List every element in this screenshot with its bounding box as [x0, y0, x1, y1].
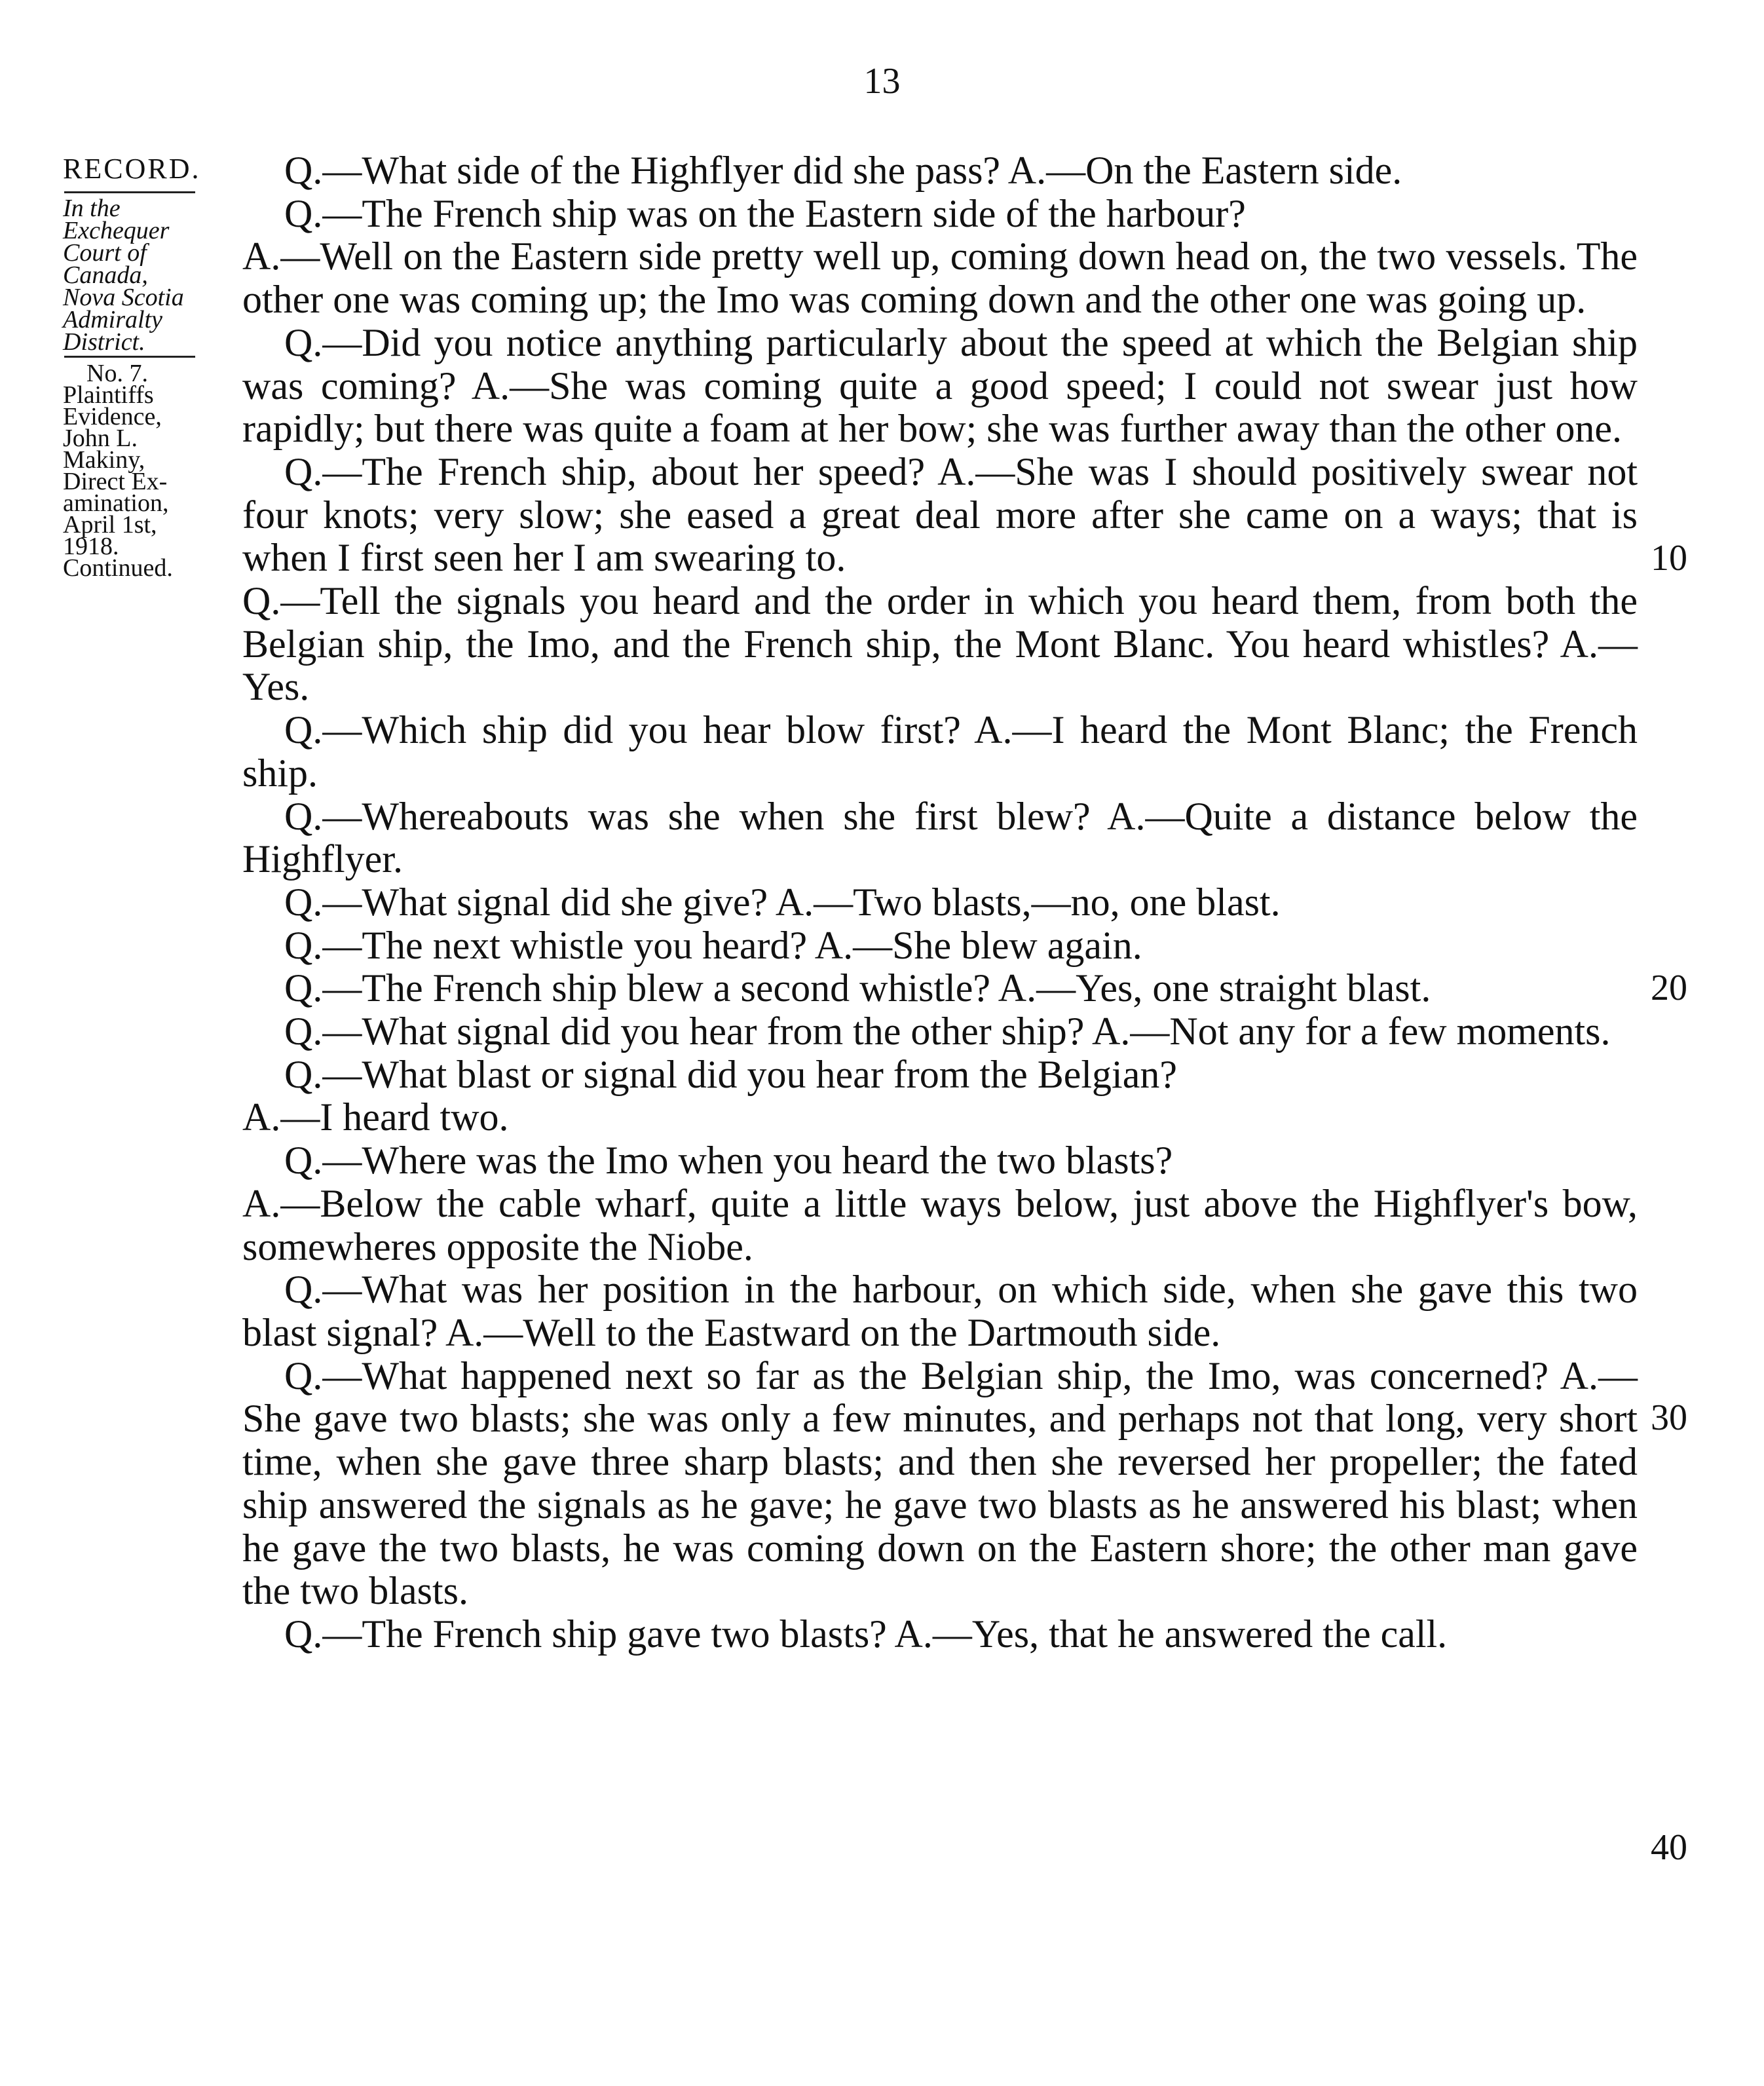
- paragraph: A.—Well on the Eastern side pretty well up, coming down head on, the two vessels. The other one was coming up; the Imo was coming down and the other one was going up.: [242, 235, 1638, 322]
- paragraph: A.—I heard two.: [242, 1095, 509, 1139]
- paragraph: Q.—Where was the Imo when you heard the two blasts?: [284, 1139, 1173, 1183]
- paragraph: Q.—The French ship gave two blasts? A.—Yes, that he answered the call.: [284, 1612, 1448, 1656]
- line-number: 30: [1651, 1397, 1687, 1438]
- evidence-line: amination,: [63, 489, 169, 517]
- paragraph: A.—Below the cable wharf, quite a little ways below, just above the Highflyer's bow, somewheres opposite the Niobe.: [242, 1181, 1638, 1268]
- divider: [64, 356, 195, 358]
- evidence-line: April 1st,: [63, 511, 157, 539]
- margin-note: [63, 149, 240, 582]
- divider: [64, 191, 195, 193]
- evidence-line: Makiny,: [63, 446, 145, 474]
- paragraph: Q.—Tell the signals you heard and the order in which you heard them, from both the Belgian ship, the Imo, and the French ship, the Mont Blanc. You heard whistles? A.—Yes.: [242, 579, 1638, 709]
- evidence-line: Evidence,: [63, 403, 162, 430]
- paragraph: Q.—What blast or signal did you hear from the Belgian?: [284, 1052, 1177, 1096]
- court-line: Canada,: [63, 261, 148, 289]
- line-number: 20: [1651, 968, 1687, 1008]
- paragraph: Q.—Did you notice anything particularly about the speed at which the Belgian ship was coming? A.—She was coming quite a good speed; I could not swear just how rapidly; but there was quite a foam at her bow; she was further away than the other one.: [242, 320, 1638, 451]
- court-line: In the: [63, 195, 121, 222]
- paragraph: Q.—The French ship, about her speed? A.—She was I should positively swear not four knots; very slow; she eased a great deal more after she came on a ways; that is when I first seen her I am swearing to.: [242, 449, 1638, 580]
- court-line: Court of: [63, 239, 147, 267]
- paragraph: Q.—What was her position in the harbour, on which side, when she gave this two blast signal? A.—Well to the Eastward on the Dartmouth side.: [242, 1268, 1638, 1354]
- page-number: 13: [863, 61, 901, 102]
- court-line: Admiralty: [63, 306, 162, 333]
- testimony-body: [242, 149, 1638, 1656]
- evidence-line: Direct Ex-: [63, 468, 168, 495]
- evidence-line: 1918.: [63, 533, 119, 560]
- line-number: 10: [1651, 538, 1687, 578]
- paragraph: Q.—The French ship blew a second whistle? A.—Yes, one straight blast.: [284, 966, 1431, 1010]
- evidence-line: Continued.: [63, 554, 173, 582]
- evidence-line: No. 7.: [86, 360, 148, 387]
- court-line: Exchequer: [63, 217, 170, 244]
- paragraph: Q.—What happened next so far as the Belgian ship, the Imo, was concerned? A.—She gave two blasts; she was only a few minutes, and perhaps not that long, very short time, when she gave three sharp blasts; and then she reversed her propeller; the fated ship answered the signals as he gave; he gave two blasts as he answered his blast; when he gave the two blasts, he was coming down on the Eastern shore; the other man gave the two blasts.: [242, 1354, 1638, 1613]
- evidence-line: John L.: [63, 425, 138, 452]
- court-line: District.: [63, 328, 145, 356]
- paragraph: Q.—What signal did she give? A.—Two blasts,—no, one blast.: [284, 880, 1281, 924]
- court-line: Nova Scotia: [63, 284, 184, 311]
- paragraph: Q.—Whereabouts was she when she first blew? A.—Quite a distance below the Highflyer.: [242, 794, 1638, 881]
- court-name: [63, 195, 240, 356]
- record-label: RECORD.: [63, 153, 201, 185]
- line-number: 40: [1651, 1827, 1687, 1868]
- paragraph: Q.—What side of the Highflyer did she pass? A.—On the Eastern side.: [284, 149, 1402, 192]
- paragraph: Q.—Which ship did you hear blow first? A.—I heard the Mont Blanc; the French ship.: [242, 708, 1638, 795]
- paragraph: Q.—The French ship was on the Eastern side of the harbour?: [284, 191, 1246, 235]
- evidence-line: Plaintiffs: [63, 381, 154, 409]
- paragraph: Q.—The next whistle you heard? A.—She blew again.: [284, 923, 1142, 967]
- paragraph: Q.—What signal did you hear from the other ship? A.—Not any for a few moments.: [284, 1010, 1611, 1053]
- evidence-note: [63, 360, 240, 582]
